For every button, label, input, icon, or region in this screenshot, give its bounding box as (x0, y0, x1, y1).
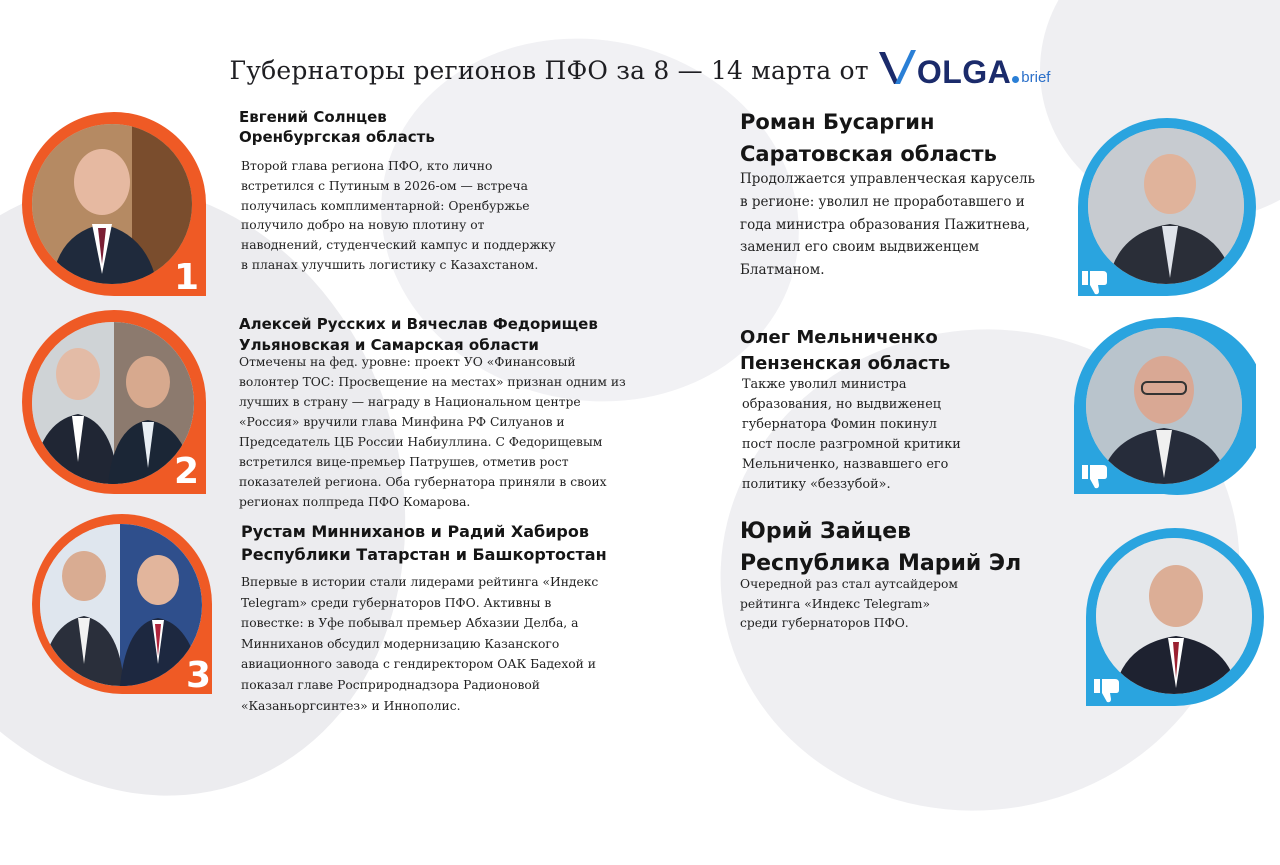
description-line: получило добро на новую плотину от (241, 218, 485, 233)
description-line: «Казаньоргсинтез» и Иннополис. (241, 698, 461, 713)
governor-photo (1088, 128, 1244, 284)
leader-3-name (241, 520, 607, 566)
description-line: Продолжается управленческая карусель (740, 171, 1035, 187)
leader-2-description (239, 352, 626, 512)
region-name: Республики Татарстан и Башкортостан (241, 545, 607, 564)
outsider-2-name (740, 325, 950, 377)
description-line: Второй глава региона ПФО, кто лично (241, 159, 493, 173)
region-name: Республика Марий Эл (740, 551, 1022, 576)
region-name: Пензенская область (740, 353, 951, 374)
description-line: Председатель ЦБ России Набиуллина. С Федорищевым (239, 435, 603, 449)
leader-3-description (241, 572, 598, 716)
description-line: показателей региона. Оба губернатора приняли в своих (239, 475, 607, 489)
description-line: получилась комплиментарной: Оренбуржье (241, 198, 530, 213)
description-line: Telegram» среди губернаторов ПФО. Активны в (241, 595, 552, 610)
description-line: пост после разгромной критики (742, 437, 961, 452)
governors-photo (40, 524, 202, 686)
rank-number: 2 (174, 451, 200, 492)
description-line: показал главе Росприроднадзора Радионовой (241, 677, 540, 692)
thumbs-down-icon (1092, 676, 1122, 704)
description-line: повестке: в Уфе побывал премьер Абхазии Делба, а (241, 616, 579, 631)
header (0, 50, 1280, 90)
governor-name: Роман Бусаргин (740, 110, 935, 134)
rank-1-photo-pin (20, 110, 208, 298)
governor-name: Рустам Минниханов и Радий Хабиров (241, 522, 589, 541)
description-line: наводнений, студенческий кампус и поддержку (241, 238, 556, 253)
governor-photo (1096, 538, 1252, 694)
logo-text: OLGA (916, 54, 1012, 90)
leader-1-name (239, 108, 435, 147)
rank-2-photo-pin (20, 308, 208, 496)
description-line: Минниханов обсудил модернизацию Казанского (241, 636, 560, 651)
description-line: волонтер ТОС: Просвещение на местах» признан одним из (239, 375, 626, 389)
description-line: политику «беззубой». (742, 477, 891, 492)
outsider-1-description (740, 168, 1035, 282)
logo-dot (1012, 76, 1019, 83)
outsider-2-photo-pin (1072, 316, 1256, 496)
region-name: Оренбургская область (239, 127, 435, 146)
description-line: Очередной раз стал аутсайдером (740, 577, 958, 591)
outsider-1-name (740, 106, 997, 170)
description-line: встретился с Путиным в 2026-ом — встреча (241, 178, 528, 193)
outsider-3-photo-pin (1084, 526, 1266, 708)
governor-photo (1086, 328, 1242, 484)
governors-photo (32, 322, 194, 484)
governor-name: Юрий Зайцев (740, 519, 912, 544)
description-line: Отмечены на фед. уровне: проект УО «Финансовый (239, 355, 576, 369)
description-line: Мельниченко, назвавшего его (742, 457, 949, 472)
description-line: встретился вице-премьер Патрушев, отметив рост (239, 455, 569, 469)
rank-number: 1 (174, 257, 200, 298)
governor-name: Олег Мельниченко (740, 327, 938, 348)
leader-1-description (241, 157, 556, 276)
outsider-1-photo-pin (1076, 116, 1258, 298)
region-name: Ульяновская и Самарская области (239, 336, 539, 354)
description-line: заменил его своим выдвиженцем (740, 239, 980, 256)
description-line: в регионе: уволил не проработавшего и (740, 193, 1025, 210)
description-line: Также уволил министра (742, 377, 907, 392)
description-line: регионах полпреда ПФО Комарова. (239, 495, 471, 509)
description-line: рейтинга «Индекс Telegram» (740, 596, 930, 611)
governor-photo (32, 124, 192, 284)
governor-name: Алексей Русских и Вячеслав Федорищев (239, 315, 598, 333)
description-line: губернатора Фомин покинул (742, 417, 937, 432)
outsider-3-description (740, 575, 958, 634)
rank-number: 3 (186, 655, 212, 696)
rank-3-photo-pin (30, 512, 214, 696)
description-line: в планах улучшить логистику с Казахстаном. (241, 257, 539, 272)
page-title: Губернаторы регионов ПФО за 8 — 14 марта от (229, 55, 869, 85)
volga-brief-logo (877, 48, 1051, 88)
outsider-3-name (740, 516, 1021, 580)
thumbs-down-icon (1080, 268, 1110, 296)
description-line: года министра образования Пажитнева, (740, 216, 1030, 233)
description-line: среди губернаторов ПФО. (740, 616, 909, 630)
description-line: Впервые в истории стали лидерами рейтинга «Индекс (241, 575, 599, 589)
description-line: «Россия» вручили глава Минфина РФ Силуанов и (239, 415, 565, 429)
leader-2-name (239, 314, 598, 356)
logo-brief: brief (1021, 69, 1051, 86)
region-name: Саратовская область (740, 142, 997, 166)
logo-v-mark-icon (877, 48, 917, 88)
governor-name: Евгений Солнцев (239, 108, 387, 126)
description-line: лучших в страну — награду в Национальном центре (239, 395, 581, 409)
outsider-2-description (742, 375, 961, 495)
thumbs-down-icon (1080, 462, 1110, 490)
description-line: авиационного завода с гендиректором ОАК Бадехой и (241, 657, 596, 672)
description-line: образования, но выдвиженец (742, 397, 941, 412)
description-line: Блатманом. (740, 262, 825, 279)
